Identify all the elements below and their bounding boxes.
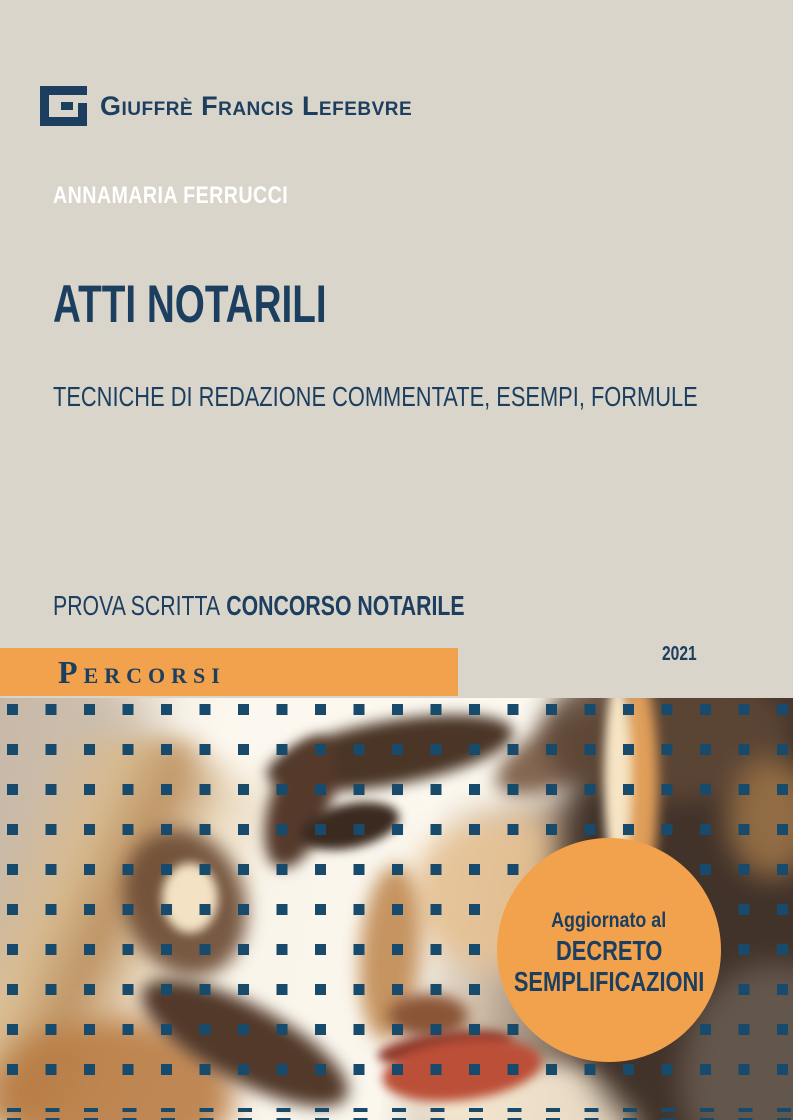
cover-photo <box>0 698 793 1120</box>
publisher-logo <box>40 86 412 126</box>
edition-year: 2021 <box>662 643 697 665</box>
book-subtitle: TECNICHE DI REDAZIONE COMMENTATE, ESEMPI, FORMULE <box>53 381 698 412</box>
author-name: ANNAMARIA FERRUCCI <box>53 182 289 209</box>
badge-intro: Aggiornato al <box>551 909 667 933</box>
giuffre-logo-icon <box>40 86 87 126</box>
series-band <box>0 648 458 696</box>
exam-line-regular: PROVA SCRITTA <box>53 590 221 621</box>
exam-type-line <box>53 590 465 622</box>
badge-semplificazioni: SEMPLIFICAZIONI <box>513 965 705 997</box>
exam-line-bold: CONCORSO NOTARILE <box>226 590 465 621</box>
update-badge <box>497 838 721 1062</box>
series-name: Percorsi <box>58 654 226 690</box>
book-title: ATTI NOTARILI <box>53 275 327 334</box>
publisher-name: Giuffrè Francis Lefebvre <box>100 90 413 121</box>
badge-decreto: DECRETO <box>555 935 663 967</box>
